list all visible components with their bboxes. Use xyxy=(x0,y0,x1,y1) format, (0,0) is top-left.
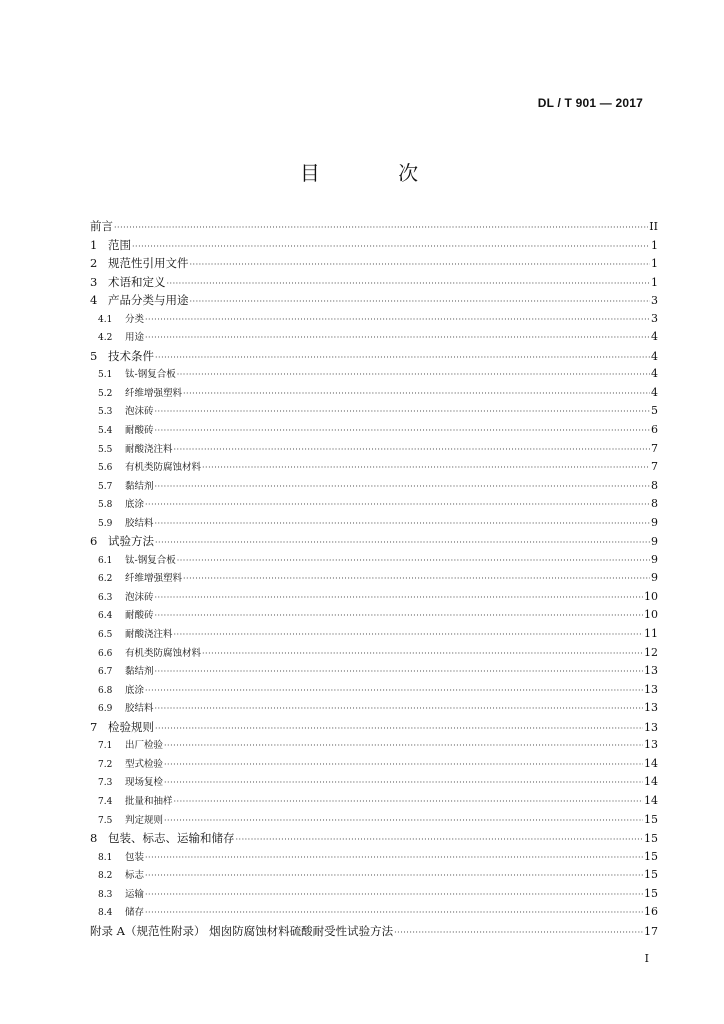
toc-entry[interactable] xyxy=(90,458,658,477)
toc-entry[interactable] xyxy=(90,829,658,848)
toc-entry-page: 14 xyxy=(644,756,658,770)
toc-entry-page: 7 xyxy=(651,441,658,455)
toc-entry-number: 8.2 xyxy=(98,871,113,882)
toc-entry[interactable] xyxy=(90,328,658,347)
toc-entry-page: 1 xyxy=(651,275,658,289)
toc-entry[interactable] xyxy=(90,866,658,885)
toc-entry-title: 型式检验 xyxy=(125,758,164,770)
toc-entry[interactable] xyxy=(90,347,658,366)
toc-leader-dots xyxy=(145,329,650,348)
toc-leader-dots xyxy=(145,886,643,905)
toc-entry[interactable] xyxy=(90,718,658,737)
toc-entry-page: 1 xyxy=(651,257,658,271)
toc-entry-title: 规范性引用文件 xyxy=(108,256,189,271)
toc-entry-title: 纤维增强塑料 xyxy=(125,387,183,399)
toc-leader-dots xyxy=(167,275,651,294)
toc-entry[interactable] xyxy=(90,662,658,681)
toc-entry-number: 6.4 xyxy=(98,611,113,622)
toc-entry-number: 8.3 xyxy=(98,889,113,900)
toc-entry[interactable] xyxy=(90,792,658,811)
toc-entry-number: 5.1 xyxy=(98,370,113,381)
toc-entry-title: 标志 xyxy=(125,870,145,882)
toc-entry-number: 7.4 xyxy=(98,796,113,807)
toc-entry[interactable] xyxy=(90,384,658,403)
toc-entry[interactable] xyxy=(90,291,658,310)
toc-entry-title: 分类 xyxy=(125,313,145,325)
toc-entry[interactable] xyxy=(90,569,658,588)
toc-leader-dots xyxy=(145,849,643,868)
toc-leader-dots xyxy=(155,478,650,497)
toc-entry[interactable] xyxy=(90,755,658,774)
toc-entry-number: 5.2 xyxy=(98,388,113,399)
toc-entry-title: 底涂 xyxy=(125,499,145,511)
toc-leader-dots xyxy=(164,737,643,756)
toc-entry-number: 5.6 xyxy=(98,463,113,474)
toc-entry-page: 15 xyxy=(644,868,658,882)
toc-entry[interactable] xyxy=(90,217,658,236)
toc-entry-number: 6.7 xyxy=(98,667,113,678)
toc-entry-title: 前言 xyxy=(90,219,113,233)
toc-entry[interactable] xyxy=(90,922,658,941)
toc-entry-number: 6.2 xyxy=(98,574,113,585)
toc-leader-dots xyxy=(155,700,643,719)
toc-entry-number: 7.1 xyxy=(98,741,113,752)
toc-entry-number: 6.1 xyxy=(98,555,113,566)
toc-entry-title: 现场复检 xyxy=(125,777,164,789)
toc-entry-page: 7 xyxy=(651,460,658,474)
toc-entry-number: 7 xyxy=(90,719,98,734)
toc-leader-dots xyxy=(164,756,643,775)
toc-entry-title: 批量和抽样 xyxy=(125,795,173,807)
toc-entry-number: 2 xyxy=(90,256,98,271)
toc-entry-title: 钛-钢复合板 xyxy=(125,554,176,566)
toc-entry-number: 6.3 xyxy=(98,592,113,603)
toc-entry-title: 黏结剂 xyxy=(125,666,154,678)
toc-entry-number: 7.2 xyxy=(98,759,113,770)
toc-leader-dots xyxy=(174,441,650,460)
toc-entry[interactable] xyxy=(90,885,658,904)
toc-entry[interactable] xyxy=(90,532,658,551)
toc-entry[interactable] xyxy=(90,440,658,459)
toc-entry-page: 8 xyxy=(651,497,658,511)
toc-entry[interactable] xyxy=(90,848,658,867)
toc-entry-page: 15 xyxy=(644,812,658,826)
toc-entry-page: 13 xyxy=(644,720,658,734)
toc-entry-title: 术语和定义 xyxy=(108,274,166,289)
toc-entry-number: 8.4 xyxy=(98,908,113,919)
toc-leader-dots xyxy=(202,645,643,664)
toc-entry-page: 4 xyxy=(651,385,658,399)
toc-leader-dots xyxy=(190,256,651,275)
page-title: 目 次 xyxy=(299,161,455,185)
toc-entry-title: 耐酸砖 xyxy=(125,610,154,622)
toc-entry[interactable] xyxy=(90,365,658,384)
toc-leader-dots xyxy=(174,793,643,812)
toc-entry-page: 9 xyxy=(651,535,658,549)
toc-entry-title: 储存 xyxy=(125,907,145,919)
toc-entry-title: 胶结料 xyxy=(125,517,154,529)
toc-entry-number: 5.9 xyxy=(98,518,113,529)
toc-entry[interactable] xyxy=(90,699,658,718)
toc-entry-page: 4 xyxy=(651,349,658,363)
toc-leader-dots xyxy=(155,403,650,422)
toc-entry-title: 技术条件 xyxy=(108,348,154,363)
toc-entry-page: 13 xyxy=(644,738,658,752)
toc-entry-title: 范围 xyxy=(108,237,131,252)
toc-entry-title: 试验方法 xyxy=(108,534,154,549)
toc-entry-title: 运输 xyxy=(125,888,145,900)
toc-entry-page: II xyxy=(649,220,658,233)
toc-entry-page: 9 xyxy=(651,571,658,585)
toc-entry[interactable] xyxy=(90,903,658,922)
toc-leader-dots xyxy=(145,904,643,923)
toc-entry-number: 7.5 xyxy=(98,815,113,826)
toc-entry-number: 8.1 xyxy=(98,852,113,863)
toc-leader-dots xyxy=(394,924,643,943)
toc-entry-page: 9 xyxy=(651,515,658,529)
table-of-contents xyxy=(90,217,658,940)
toc-entry-page: 15 xyxy=(644,886,658,900)
toc-entry-title: 用途 xyxy=(125,332,145,344)
toc-entry[interactable] xyxy=(90,421,658,440)
toc-entry-page: 16 xyxy=(644,905,658,919)
toc-entry[interactable] xyxy=(90,773,658,792)
toc-entry[interactable] xyxy=(90,402,658,421)
toc-entry-title: 附录 A（规范性附录） 烟囱防腐蚀材料硫酸耐受性试验方法 xyxy=(90,923,394,938)
toc-entry[interactable] xyxy=(90,625,658,644)
toc-entry-page: 14 xyxy=(644,775,658,789)
toc-entry[interactable] xyxy=(90,588,658,607)
toc-entry-title: 耐酸浇注料 xyxy=(125,629,173,641)
toc-entry[interactable] xyxy=(90,477,658,496)
toc-entry-page: 5 xyxy=(651,404,658,418)
toc-entry[interactable] xyxy=(90,736,658,755)
toc-entry-page: 6 xyxy=(651,423,658,437)
toc-entry-page: 1 xyxy=(651,238,658,252)
toc-entry-number: 6.6 xyxy=(98,648,113,659)
toc-leader-dots xyxy=(155,515,650,534)
toc-entry[interactable] xyxy=(90,811,658,830)
toc-entry-page: 3 xyxy=(651,311,658,325)
toc-entry-page: 15 xyxy=(644,849,658,863)
toc-entry-number: 5.7 xyxy=(98,481,113,492)
toc-leader-dots xyxy=(202,459,650,478)
toc-entry-page: 12 xyxy=(644,645,658,659)
toc-entry-number: 6.5 xyxy=(98,630,113,641)
toc-leader-dots xyxy=(183,570,650,589)
toc-entry-title: 胶结料 xyxy=(125,703,154,715)
toc-entry[interactable] xyxy=(90,273,658,292)
toc-entry-number: 6 xyxy=(90,534,98,549)
toc-leader-dots xyxy=(155,663,643,682)
toc-entry-page: 15 xyxy=(644,832,658,846)
toc-entry-title: 包装 xyxy=(125,851,145,863)
toc-entry[interactable] xyxy=(90,254,658,273)
toc-leader-dots xyxy=(164,812,643,831)
toc-entry-page: 9 xyxy=(651,552,658,566)
toc-leader-dots xyxy=(155,349,650,368)
toc-entry-page: 4 xyxy=(651,330,658,344)
toc-entry-title: 泡沫砖 xyxy=(125,591,154,603)
toc-entry-title: 包装、标志、运输和储存 xyxy=(108,831,235,846)
toc-leader-dots xyxy=(155,534,650,553)
toc-entry-title: 底涂 xyxy=(125,684,145,696)
toc-leader-dots xyxy=(236,831,644,850)
toc-leader-dots xyxy=(145,867,643,886)
toc-entry-title: 产品分类与用途 xyxy=(108,293,189,308)
toc-entry-title: 判定规则 xyxy=(125,814,164,826)
toc-leader-dots xyxy=(145,682,643,701)
toc-entry-number: 8 xyxy=(90,831,98,846)
toc-leader-dots xyxy=(155,422,650,441)
toc-entry-page: 8 xyxy=(651,478,658,492)
toc-entry[interactable] xyxy=(90,551,658,570)
toc-entry[interactable] xyxy=(90,644,658,663)
toc-entry-title: 钛-钢复合板 xyxy=(125,369,176,381)
toc-entry[interactable] xyxy=(90,495,658,514)
toc-leader-dots xyxy=(177,552,650,571)
toc-entry[interactable] xyxy=(90,606,658,625)
toc-entry-title: 有机类防腐蚀材料 xyxy=(125,647,202,659)
toc-entry-title: 黏结剂 xyxy=(125,480,154,492)
toc-entry-page: 4 xyxy=(651,367,658,381)
toc-entry-title: 泡沫砖 xyxy=(125,406,154,418)
toc-entry-page: 14 xyxy=(644,793,658,807)
toc-entry-number: 7.3 xyxy=(98,778,113,789)
toc-entry-page: 11 xyxy=(644,627,658,641)
toc-entry-page: 10 xyxy=(644,608,658,622)
toc-entry-page: 13 xyxy=(644,701,658,715)
standard-code: DL / T 901 — 2017 xyxy=(537,96,643,110)
toc-leader-dots xyxy=(145,496,650,515)
toc-entry-page: 17 xyxy=(644,924,658,938)
toc-entry-number: 5.8 xyxy=(98,500,113,511)
toc-entry-number: 4.2 xyxy=(98,333,113,344)
toc-entry-number: 5.3 xyxy=(98,407,113,418)
toc-entry[interactable] xyxy=(90,310,658,329)
toc-entry-number: 4.1 xyxy=(98,314,113,325)
toc-leader-dots xyxy=(155,589,643,608)
toc-entry-page: 13 xyxy=(644,664,658,678)
toc-entry-number: 6.9 xyxy=(98,704,113,715)
toc-entry-title: 耐酸浇注料 xyxy=(125,443,173,455)
toc-leader-dots xyxy=(145,311,650,330)
toc-entry[interactable] xyxy=(90,514,658,533)
toc-entry-page: 10 xyxy=(644,589,658,603)
toc-entry-page: 13 xyxy=(644,682,658,696)
toc-entry-title: 纤维增强塑料 xyxy=(125,573,183,585)
toc-entry-title: 出厂检验 xyxy=(125,740,164,752)
toc-entry-number: 1 xyxy=(90,237,98,252)
toc-leader-dots xyxy=(177,366,650,385)
toc-entry-title: 检验规则 xyxy=(108,719,154,734)
toc-entry-number: 3 xyxy=(90,274,98,289)
page-number: I xyxy=(644,952,649,965)
toc-entry-number: 4 xyxy=(90,293,98,308)
toc-entry-page: 3 xyxy=(651,294,658,308)
toc-leader-dots xyxy=(190,293,651,312)
toc-entry[interactable] xyxy=(90,681,658,700)
toc-leader-dots xyxy=(155,607,643,626)
toc-entry-title: 耐酸砖 xyxy=(125,425,154,437)
toc-entry-title: 有机类防腐蚀材料 xyxy=(125,462,202,474)
toc-entry[interactable] xyxy=(90,236,658,255)
toc-leader-dots xyxy=(164,774,643,793)
toc-leader-dots xyxy=(174,626,643,645)
toc-entry-number: 5.5 xyxy=(98,444,113,455)
toc-leader-dots xyxy=(132,238,650,257)
toc-entry-number: 5.4 xyxy=(98,426,113,437)
toc-leader-dots xyxy=(183,385,650,404)
toc-leader-dots xyxy=(114,219,648,238)
toc-entry-number: 5 xyxy=(90,348,98,363)
toc-entry-number: 6.8 xyxy=(98,685,113,696)
toc-leader-dots xyxy=(155,720,643,739)
